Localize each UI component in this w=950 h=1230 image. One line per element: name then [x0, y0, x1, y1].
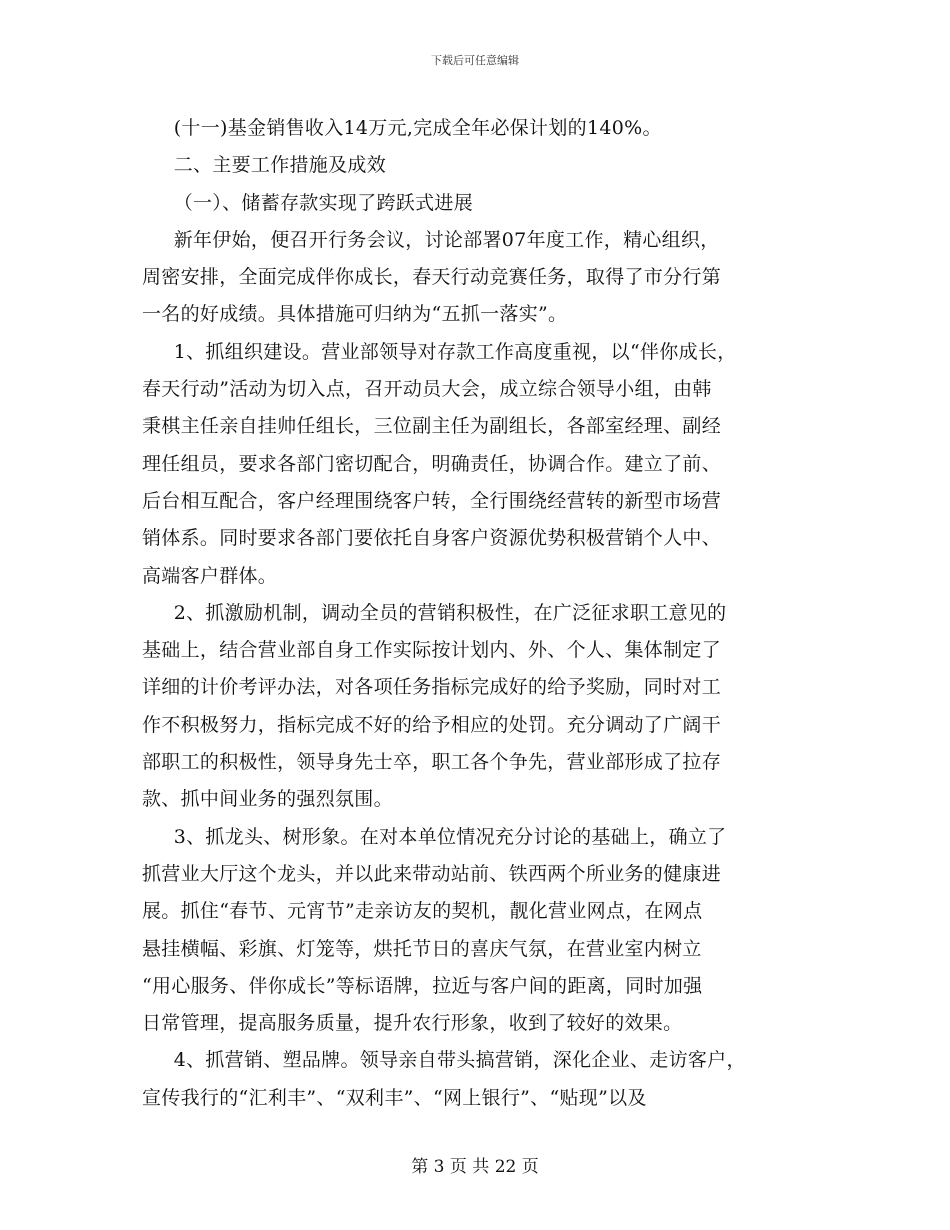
text-line: 款、抓中间业务的强烈氛围。 [142, 788, 393, 811]
text-line: (十一)基金销售收入14万元,完成全年必保计划的140%。 [142, 117, 662, 139]
text-line: 秉棋主任亲自挂帅任组长，三位副主任为副组长，各部室经理、副经 [142, 415, 722, 438]
document-body [142, 110, 822, 1117]
text-line: 详细的计价考评办法，对各项任务指标完成好的给予奖励，同时对工 [142, 676, 722, 699]
text-line: 基础上，结合营业部自身工作实际按计划内、外、个人、集体制定了 [142, 639, 722, 662]
text-line: 抓营业大厅这个龙头，并以此来带动站前、铁西两个所业务的健康进 [142, 862, 722, 885]
text-line: “用心服务、伴你成长”等标语牌，拉近与客户间的距离，同时加强 [142, 974, 703, 997]
text-line: 新年伊始，便召开行务会议，讨论部署07年度工作，精心组织， [142, 228, 720, 251]
text-line: 作不积极努力，指标完成不好的给予相应的处罚。充分调动了广阔干 [142, 713, 722, 736]
text-line: 春天行动”活动为切入点，召开动员大会，成立综合领导小组，由韩 [142, 378, 712, 401]
text-line: 宣传我行的“汇利丰”、“双利丰”、“网上银行”、“贴现”以及 [142, 1086, 647, 1109]
text-line: 3、抓龙头、树形象。在对本单位情况充分讨论的基础上，确立了 [142, 825, 727, 848]
text-line: 销体系。同时要求各部门要依托自身客户资源优势积极营销个人中、 [142, 527, 722, 550]
text-line: 周密安排，全面完成伴你成长，春天行动竞赛任务，取得了市分行第 [142, 266, 722, 289]
text-line: 1、抓组织建设。营业部领导对存款工作高度重视，以“伴你成长， [142, 340, 737, 363]
subsection-heading: （一）、储蓄存款实现了跨跃式进展 [142, 191, 473, 214]
text-line: 悬挂横幅、彩旗、灯笼等，烘托节日的喜庆气氛，在营业室内树立 [142, 937, 702, 960]
text-line: 部职工的积极性，领导身先士卒，职工各个争先，营业部形成了拉存 [142, 751, 722, 774]
text-line: 4、抓营销、塑品牌。领导亲自带头搞营销，深化企业、走访客户， [142, 1049, 746, 1072]
text-line: 一名的好成绩。具体措施可归纳为“五抓一落实”。 [142, 303, 568, 326]
page-header: 下载后可任意编辑 [431, 54, 519, 67]
page-number-footer: 第 3 页 共 22 页 [411, 1157, 539, 1177]
text-line: 后台相互配合，客户经理围绕客户转，全行围绕经营转的新型市场营 [142, 489, 722, 512]
section-heading: 二、主要工作措施及成效 [142, 154, 386, 177]
text-line: 展。抓住“春节、元宵节”走亲访友的契机，靓化营业网点，在网点 [142, 900, 703, 923]
text-line: 理任组员，要求各部门密切配合，明确责任，协调合作。建立了前、 [142, 452, 722, 475]
text-line: 日常管理，提高服务质量，提升农行形象，收到了较好的效果。 [142, 1012, 683, 1035]
text-line: 2、抓激励机制，调动全员的营销积极性，在广泛征求职工意见的 [142, 601, 727, 624]
text-line: 高端客户群体。 [142, 564, 278, 587]
